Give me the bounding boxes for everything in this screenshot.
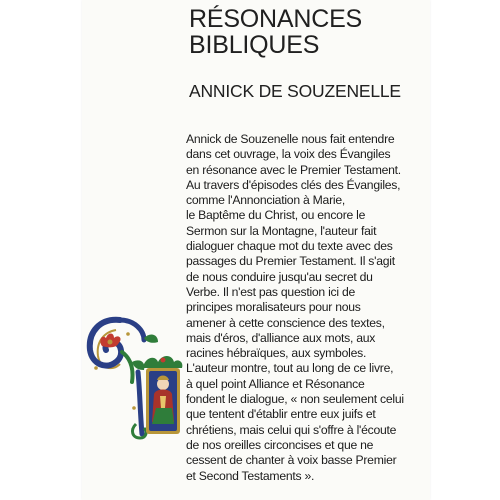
description-line: Verbe. Il n'est pas question ici de <box>186 284 356 299</box>
book-title <box>189 6 362 58</box>
book-title-line-2: BIBLIQUES <box>189 31 320 59</box>
description-line: Au travers d'épisodes clés des Évangiles, <box>186 177 401 192</box>
description-line: dialoguer chaque mot du texte avec des <box>186 239 393 254</box>
book-author: ANNICK DE SOUZENELLE <box>189 81 401 101</box>
description-line: mais d'éros, d'alliance aux mots, aux <box>186 330 376 345</box>
description-line: le Baptême du Christ, ou encore le <box>186 208 366 223</box>
description-line: amener à cette conscience des textes, <box>186 315 385 330</box>
description-line: dans cet ouvrage, la voix des Évangiles <box>186 147 391 162</box>
description-line: que tentent d'établir entre eux juifs et <box>186 407 376 422</box>
book-title-line-1: RÉSONANCES <box>189 5 363 33</box>
description-line: à quel point Alliance et Résonance <box>186 376 365 391</box>
description-line: passages du Premier Testament. Il s'agit <box>186 254 395 269</box>
description-line: et Second Testaments ». <box>186 468 315 483</box>
description-line: chrétiens, mais celui qui s'offre à l'écoute <box>186 422 397 437</box>
description-line: cessent de chanter à voix basse Premier <box>186 453 397 468</box>
description-line: Sermon sur la Montagne, l'auteur fait <box>186 223 377 238</box>
description-line: de nos oreilles circoncises et que ne <box>186 437 374 452</box>
description-line: principes moralisateurs pour nous <box>186 300 361 315</box>
description-line: Annick de Souzenelle nous fait entendre <box>186 132 395 146</box>
illuminated-initial-letter <box>86 312 190 442</box>
description-line: L'auteur montre, tout au long de ce livre, <box>186 361 394 376</box>
book-description <box>186 132 416 484</box>
description-line: en résonance avec le Premier Testament. <box>186 162 401 177</box>
description-line: de nous conduire jusqu'au secret du <box>186 269 373 284</box>
description-line: comme l'Annonciation à Marie, <box>186 193 346 208</box>
description-line: fondent le dialogue, « non seulement celui <box>186 392 404 407</box>
description-line: racines hébraïques, aux symboles. <box>186 346 367 361</box>
